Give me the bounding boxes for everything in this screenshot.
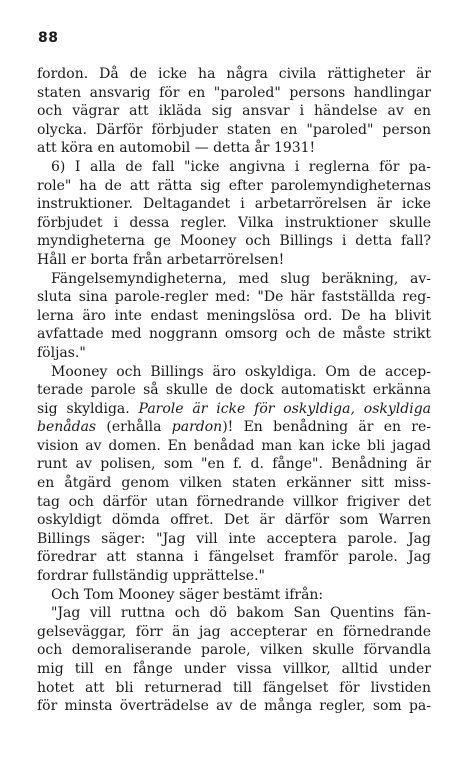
- text-line: föredrar att stanna i fängelset framför parole. Jag: [37, 549, 431, 566]
- text-line: [37, 418, 431, 437]
- text-line: lerna äro inte endast meningslösa ord. De ha blivit: [37, 307, 431, 324]
- text-line: avfattade med noggrann omsorg och de måste strikt: [37, 326, 431, 343]
- italic-text-span: Parole är icke för oskyldiga, oskyldiga: [138, 400, 431, 417]
- text-line: förbjudet i dessa regler. Vilka instruktioner skulle: [37, 214, 431, 231]
- text-line: oskyldigt dömda offret. Det är därför som Warren: [37, 512, 431, 529]
- text-line: sluta sina parole-regler med: "De här fastställda reg-: [37, 289, 431, 306]
- italic-text-span: benådas: [37, 419, 107, 436]
- text-line: att köra en automobil — detta år 1931!: [37, 140, 316, 157]
- text-line: runt av polisen, som "en f. d. fånge". Benådning är: [37, 456, 431, 473]
- text-line: mig till en fånge under vissa villkor, alltid under: [37, 661, 431, 677]
- text-line: Mooney och Billings äro oskyldiga. Om de accep-: [51, 363, 431, 380]
- text-line: fordon. Då de icke ha några civila rättigheter är: [37, 66, 431, 82]
- text-line: och demoraliserande parole, vilken skulle förvandla: [37, 642, 431, 659]
- text-line: en åtgärd genom vilken staten erkänner sitt miss-: [37, 475, 431, 492]
- page-number: 88: [38, 30, 59, 46]
- body-text: [37, 65, 431, 716]
- text-line: Fängelsemyndigheterna, med slug beräkning, av-: [51, 270, 431, 287]
- text-line: instruktioner. Deltagandet i arbetarrörelsen är icke: [37, 196, 431, 213]
- text-line: vision av domen. En benådad man kan icke bli jagad: [37, 437, 431, 454]
- text-line: följas.": [37, 344, 86, 361]
- text-line: för minsta överträdelse av de många regler, som pa-: [37, 698, 431, 715]
- text-line: fordrar fullständig upprättelse.": [37, 568, 265, 585]
- text-line: gelseväggar, förr än jag accepterar en förnedrande: [37, 623, 431, 640]
- text-line: olycka. Därför förbjuder staten en "paroled" person: [37, 121, 431, 138]
- text-line: Och Tom Mooney säger bestämt ifrån:: [51, 586, 324, 603]
- text-line: staten ansvarig för en "paroled" persons handlingar: [37, 84, 431, 101]
- text-line: "Jag vill ruttna och dö bakom San Quentins fän-: [51, 605, 431, 622]
- text-span: (erhålla pardon)! En benådning är en re-: [106, 419, 432, 436]
- text-line: [37, 400, 431, 419]
- text-line: tag och därför utan förnedrande villkor frigiver det: [37, 493, 431, 510]
- text-line: terade parole så skulle de dock automatiskt erkänna: [37, 382, 431, 399]
- text-line: Billings säger: "Jag vill inte acceptera parole. Jag: [37, 530, 431, 547]
- text-span: sig skyldiga.: [37, 400, 139, 417]
- text-line: myndigheterna ge Mooney och Billings i detta fall?: [37, 233, 431, 250]
- text-line: Håll er borta från arbetarrörelsen!: [37, 251, 285, 268]
- text-line: hotet att bli returnerad till fängelset för livstiden: [37, 679, 431, 696]
- text-line: role" ha de att rätta sig efter parolemyndigheternas: [37, 177, 431, 194]
- text-line: 6) I alla de fall "icke angivna i reglerna för pa-: [51, 158, 431, 175]
- text-line: och vägrar att ikläda sig ansvar i händelse av en: [37, 103, 431, 120]
